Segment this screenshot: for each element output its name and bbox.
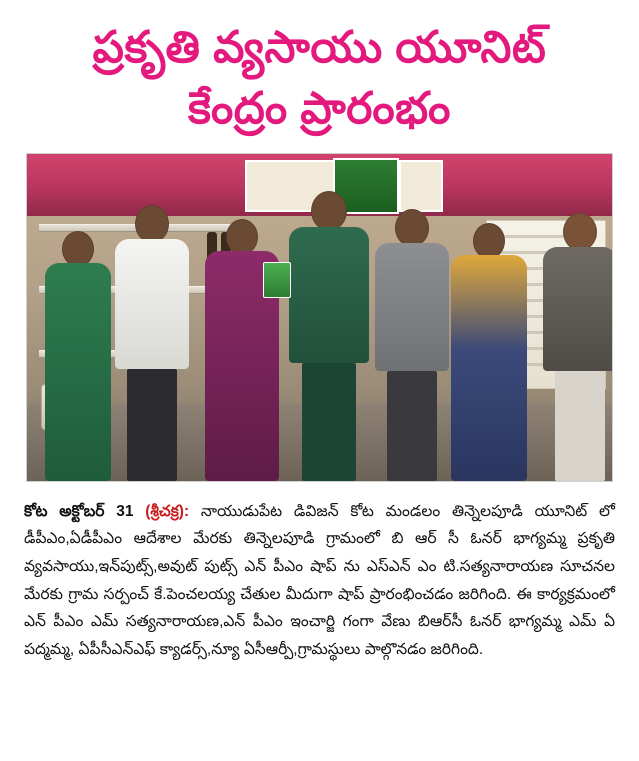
headline-line-1: ప్రకృతి వ్యసాయు యూనిట్ xyxy=(92,23,547,72)
article-photo xyxy=(26,153,613,482)
person-4-man-green-shirt-speaker xyxy=(289,191,369,481)
person-1-woman-green-saree xyxy=(45,231,111,481)
article-body xyxy=(24,498,615,663)
product-packet xyxy=(263,262,291,298)
banner-panel-right xyxy=(399,160,443,212)
dateline xyxy=(24,503,189,520)
person-6-woman-blue-saree xyxy=(451,223,527,481)
person-2-man-white-shirt xyxy=(115,205,189,481)
dateline-source: (శ్రీచక్ర): xyxy=(145,502,190,520)
headline-line-2: కేంద్రం ప్రారంభం xyxy=(188,84,451,134)
photo-scene xyxy=(27,154,612,481)
dateline-place-date: కోట అక్టోబర్ 31 xyxy=(24,502,146,520)
person-5-man-checked-shirt xyxy=(375,209,449,481)
page-title xyxy=(0,0,639,145)
person-7-elderly-man xyxy=(543,213,612,481)
article-body-text: నాయుడుపేట డివిజన్ కోట మండలం తిన్నెలపూడి యూనిట్ లో డీపీఎం,ఏడీపీఎం ఆదేశాల మేరకు తిన్నెలపూడి గ్రామంలో బి ఆర్ సీ ఓనర్ భాగ్యమ్మ ప్రకృతి వ్యవసాయు,ఇన్‌పుట్స్,అవుట్ పుట్స్ ఎన్ పీఎం షాప్ ను ఎస్‌ఎన్ ఎం టి.సత్యనారాయణ సూచనల మేరకు గ్రామ సర్పంచ్ కే.పెంచలయ్య చేతుల మీదుగా షాప్ ప్రారంభించడం జరిగింది. ఈ కార్యక్రమంలో ఎన్ పీఎం ఎమ్ సత్యనారాయణ,ఎన్ పీఎం ఇంచార్జి గంగా వేణు బిఆర్‌సీ ఓనర్ భాగ్యమ్మ ఎమ్ ఏ పద్మమ్మ, ఏపీసీఎన్‌ఎఫ్ క్యాడర్స్,న్యూ ఏసీఆర్పీ,గ్రామస్థులు పాల్గొనడం జరిగింది. xyxy=(24,502,615,658)
person-3-woman-purple-saree xyxy=(205,219,279,481)
